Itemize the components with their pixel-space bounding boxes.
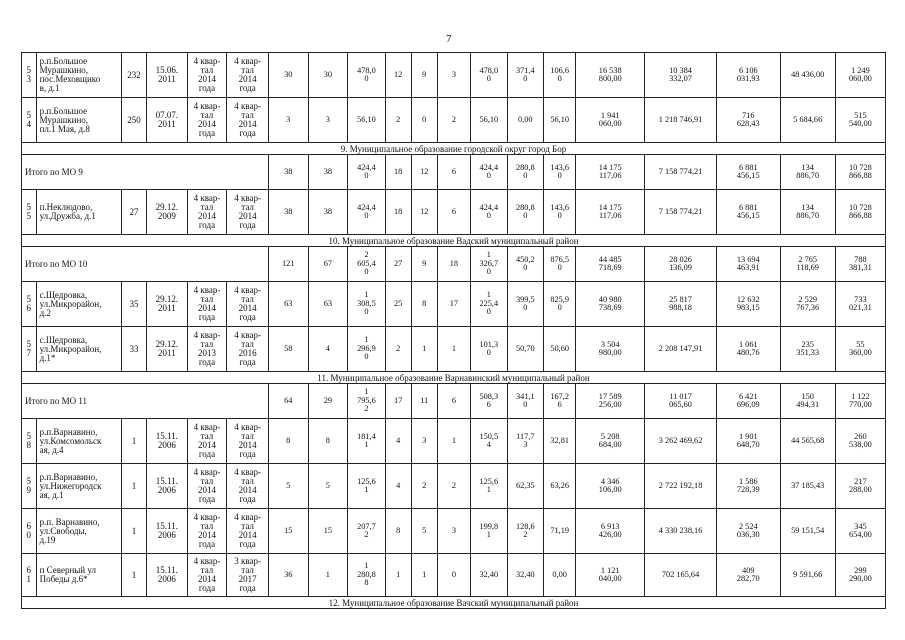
- cell-c18: 409 282,70: [717, 554, 781, 597]
- cell-c14: 280,8 0: [507, 190, 543, 235]
- cell-c18: 13 694 463,91: [717, 247, 781, 282]
- cell-c8: 67: [308, 247, 348, 282]
- cell-c14: 371,4 0: [507, 53, 543, 98]
- cell-c20: 515 540,00: [835, 98, 885, 143]
- cell-c15: 63,26: [544, 464, 576, 509]
- cell-c8: 3: [308, 98, 348, 143]
- address-cell: с.Щедровка, ул.Микрорайон, д.2: [36, 282, 121, 327]
- cell-c17: 11 017 065,60: [645, 384, 717, 419]
- plan-end-cell: 3 квар- тал 2017 года: [227, 554, 269, 597]
- cell-c16: 14 175 117,06: [576, 155, 645, 190]
- cell-c17: 2 208 147,91: [645, 327, 717, 372]
- document-number-cell: 33: [122, 327, 147, 372]
- cell-c9: 1 296,9 0: [348, 327, 386, 372]
- plan-start-cell: 4 квар- тал 2014 года: [187, 419, 227, 464]
- cell-c19: 134 886,70: [780, 190, 835, 235]
- date-cell: 29.12. 2011: [147, 282, 188, 327]
- plan-end-cell: 4 квар- тал 2016 года: [227, 327, 269, 372]
- cell-c18: 6 881 456,15: [717, 190, 781, 235]
- cell-c14: 117,7 3: [507, 419, 543, 464]
- cell-c16: 44 485 718,69: [576, 247, 645, 282]
- plan-end-cell: 4 квар- тал 2014 года: [227, 282, 269, 327]
- address-cell: п.Неклюдово, ул.Дружба, д.1: [36, 190, 121, 235]
- plan-start-cell: 4 квар- тал 2014 года: [187, 98, 227, 143]
- document-number-cell: 35: [122, 282, 147, 327]
- cell-c7: 5: [268, 464, 308, 509]
- cell-c8: 5: [308, 464, 348, 509]
- row-number: 5 4: [22, 98, 37, 143]
- cell-c17: 7 158 774,21: [645, 190, 717, 235]
- cell-c20: 299 290,00: [835, 554, 885, 597]
- page-number: 7: [446, 33, 452, 45]
- cell-c13: 1 326,7 0: [471, 247, 507, 282]
- cell-c20: 10 728 866,88: [835, 190, 885, 235]
- cell-c7: 63: [268, 282, 308, 327]
- cell-c15: 167,2 6: [544, 384, 576, 419]
- subtotal-row: [22, 384, 886, 419]
- cell-c19: 44 565,68: [780, 419, 835, 464]
- row-number: 5 5: [22, 190, 37, 235]
- plan-end-cell: 4 квар- тал 2014 года: [227, 419, 269, 464]
- cell-c20: 345 654,00: [835, 509, 885, 554]
- cell-c18: 1 901 648,70: [717, 419, 781, 464]
- cell-c15: 143,6 0: [544, 155, 576, 190]
- cell-c8: 29: [308, 384, 348, 419]
- table-row: [22, 419, 886, 464]
- section-title: 9. Муниципальное образование городской округ город Бор: [22, 143, 886, 155]
- cell-c19: 2 765 118,69: [780, 247, 835, 282]
- cell-c19: 150 494,31: [780, 384, 835, 419]
- cell-c10: 18: [385, 155, 411, 190]
- plan-end-cell: 4 квар- тал 2014 года: [227, 190, 269, 235]
- cell-c10: 17: [385, 384, 411, 419]
- document-number-cell: 27: [122, 190, 147, 235]
- cell-c8: 38: [308, 190, 348, 235]
- cell-c20: 260 538,00: [835, 419, 885, 464]
- cell-c16: 17 589 256,00: [576, 384, 645, 419]
- plan-end-cell: 4 квар- тал 2014 года: [227, 53, 269, 98]
- cell-c20: 788 381,31: [835, 247, 885, 282]
- cell-c11: 1: [411, 554, 437, 597]
- date-cell: 07.07. 2011: [147, 98, 188, 143]
- cell-c14: 280,8 0: [507, 155, 543, 190]
- cell-c20: 10 728 866,88: [835, 155, 885, 190]
- cell-c14: 450,2 0: [507, 247, 543, 282]
- cell-c7: 36: [268, 554, 308, 597]
- cell-c17: 3 262 469,62: [645, 419, 717, 464]
- cell-c7: 121: [268, 247, 308, 282]
- cell-c15: 56,10: [544, 98, 576, 143]
- cell-c18: 12 632 983,15: [717, 282, 781, 327]
- address-cell: п Северный ул Победы д.6*: [36, 554, 121, 597]
- cell-c11: 3: [411, 419, 437, 464]
- cell-c18: 1 061 480,76: [717, 327, 781, 372]
- cell-c15: 106,6 0: [544, 53, 576, 98]
- date-cell: 15.11. 2006: [147, 509, 188, 554]
- cell-c14: 62,35: [507, 464, 543, 509]
- cell-c16: 40 980 738,69: [576, 282, 645, 327]
- cell-c11: 9: [411, 53, 437, 98]
- cell-c14: 128,6 2: [507, 509, 543, 554]
- row-number: 5 8: [22, 419, 37, 464]
- document-number-cell: 250: [122, 98, 147, 143]
- cell-c15: 0,00: [544, 554, 576, 597]
- section-header-row: [22, 597, 886, 609]
- row-number: 5 3: [22, 53, 37, 98]
- row-number: 6 0: [22, 509, 37, 554]
- cell-c17: 25 817 988,18: [645, 282, 717, 327]
- date-cell: 29.12. 2009: [147, 190, 188, 235]
- cell-c7: 15: [268, 509, 308, 554]
- cell-c9: 424,4 0: [348, 190, 386, 235]
- cell-c11: 8: [411, 282, 437, 327]
- plan-end-cell: 4 квар- тал 2014 года: [227, 98, 269, 143]
- cell-c18: 6 881 456,15: [717, 155, 781, 190]
- cell-c19: 134 886,70: [780, 155, 835, 190]
- cell-c12: 17: [437, 282, 470, 327]
- cell-c11: 0: [411, 98, 437, 143]
- cell-c10: 4: [385, 419, 411, 464]
- table-row: [22, 464, 886, 509]
- document-number-cell: 1: [122, 464, 147, 509]
- section-title: 11. Муниципальное образование Варнавинский муниципальный район: [22, 372, 886, 384]
- cell-c19: 5 684,66: [780, 98, 835, 143]
- table-row: [22, 282, 886, 327]
- cell-c17: 4 330 238,16: [645, 509, 717, 554]
- cell-c12: 6: [437, 190, 470, 235]
- document-number-cell: 232: [122, 53, 147, 98]
- document-number-cell: 1: [122, 554, 147, 597]
- plan-start-cell: 4 квар- тал 2014 года: [187, 53, 227, 98]
- cell-c10: 27: [385, 247, 411, 282]
- cell-c16: 4 346 106,00: [576, 464, 645, 509]
- table-row: [22, 53, 886, 98]
- cell-c11: 11: [411, 384, 437, 419]
- cell-c14: 50,70: [507, 327, 543, 372]
- address-cell: р.п.Большое Мурашкино, пл.1 Мая, д.8: [36, 98, 121, 143]
- cell-c7: 30: [268, 53, 308, 98]
- cell-c9: 1 280,8 8: [348, 554, 386, 597]
- cell-c17: 10 384 332,07: [645, 53, 717, 98]
- address-cell: р.п.Варнавино, ул.Комсомольск ая, д.4: [36, 419, 121, 464]
- cell-c17: 7 158 774,21: [645, 155, 717, 190]
- plan-start-cell: 4 квар- тал 2014 года: [187, 190, 227, 235]
- cell-c12: 0: [437, 554, 470, 597]
- cell-c9: 125,6 1: [348, 464, 386, 509]
- cell-c19: 9 591,66: [780, 554, 835, 597]
- housing-registry-table: [21, 52, 886, 609]
- section-header-row: [22, 143, 886, 155]
- date-cell: 15.11. 2006: [147, 554, 188, 597]
- subtotal-label: Итого по МО 10: [22, 247, 269, 282]
- cell-c10: 25: [385, 282, 411, 327]
- table-row: [22, 509, 886, 554]
- subtotal-label: Итого по МО 9: [22, 155, 269, 190]
- cell-c8: 1: [308, 554, 348, 597]
- cell-c7: 3: [268, 98, 308, 143]
- date-cell: 29.12. 2011: [147, 327, 188, 372]
- row-number: 6 1: [22, 554, 37, 597]
- cell-c13: 125,6 1: [471, 464, 507, 509]
- plan-end-cell: 4 квар- тал 2014 года: [227, 464, 269, 509]
- cell-c13: 101,3 0: [471, 327, 507, 372]
- cell-c9: 207,7 2: [348, 509, 386, 554]
- cell-c13: 1 225,4 0: [471, 282, 507, 327]
- cell-c12: 2: [437, 98, 470, 143]
- cell-c11: 9: [411, 247, 437, 282]
- cell-c8: 38: [308, 155, 348, 190]
- address-cell: р.п.Варнавино, ул.Нижегородск ая, д.1: [36, 464, 121, 509]
- cell-c12: 3: [437, 53, 470, 98]
- table-row: [22, 554, 886, 597]
- cell-c13: 424,4 0: [471, 155, 507, 190]
- cell-c12: 6: [437, 155, 470, 190]
- cell-c15: 71,19: [544, 509, 576, 554]
- cell-c13: 478,0 0: [471, 53, 507, 98]
- cell-c18: 1 586 728,39: [717, 464, 781, 509]
- cell-c16: 3 504 980,00: [576, 327, 645, 372]
- cell-c16: 1 941 060,00: [576, 98, 645, 143]
- cell-c9: 1 795,6 2: [348, 384, 386, 419]
- cell-c10: 12: [385, 53, 411, 98]
- cell-c9: 1 308,5 0: [348, 282, 386, 327]
- subtotal-row: [22, 155, 886, 190]
- cell-c19: 48 436,00: [780, 53, 835, 98]
- cell-c14: 32,40: [507, 554, 543, 597]
- cell-c16: 1 121 040,00: [576, 554, 645, 597]
- section-title: 12. Муниципальное образование Вачский муниципальный район: [22, 597, 886, 609]
- table-row: [22, 190, 886, 235]
- cell-c11: 5: [411, 509, 437, 554]
- subtotal-row: [22, 247, 886, 282]
- cell-c19: 235 351,33: [780, 327, 835, 372]
- cell-c13: 150,5 4: [471, 419, 507, 464]
- cell-c16: 5 208 684,00: [576, 419, 645, 464]
- plan-start-cell: 4 квар- тал 2014 года: [187, 554, 227, 597]
- date-cell: 15.11. 2006: [147, 464, 188, 509]
- plan-start-cell: 4 квар- тал 2013 года: [187, 327, 227, 372]
- cell-c7: 38: [268, 155, 308, 190]
- cell-c7: 64: [268, 384, 308, 419]
- document-number-cell: 1: [122, 509, 147, 554]
- cell-c14: 0,00: [507, 98, 543, 143]
- cell-c19: 2 529 767,36: [780, 282, 835, 327]
- cell-c15: 50,60: [544, 327, 576, 372]
- cell-c17: 1 218 746,91: [645, 98, 717, 143]
- cell-c10: 2: [385, 98, 411, 143]
- cell-c17: 702 165,64: [645, 554, 717, 597]
- cell-c18: 716 628,43: [717, 98, 781, 143]
- cell-c15: 825,9 0: [544, 282, 576, 327]
- cell-c14: 341,1 0: [507, 384, 543, 419]
- date-cell: 15.11. 2006: [147, 419, 188, 464]
- cell-c16: 16 538 800,00: [576, 53, 645, 98]
- cell-c16: 6 913 426,00: [576, 509, 645, 554]
- cell-c20: 733 021,31: [835, 282, 885, 327]
- cell-c11: 12: [411, 155, 437, 190]
- cell-c8: 4: [308, 327, 348, 372]
- cell-c9: 181,4 1: [348, 419, 386, 464]
- cell-c13: 424,4 0: [471, 190, 507, 235]
- cell-c11: 2: [411, 464, 437, 509]
- cell-c9: 56,10: [348, 98, 386, 143]
- plan-start-cell: 4 квар- тал 2014 года: [187, 464, 227, 509]
- cell-c14: 399,5 0: [507, 282, 543, 327]
- cell-c8: 30: [308, 53, 348, 98]
- table-row: [22, 327, 886, 372]
- cell-c12: 1: [437, 327, 470, 372]
- cell-c13: 56,10: [471, 98, 507, 143]
- address-cell: р.п. Варнавино, ул.Свободы, д.19: [36, 509, 121, 554]
- cell-c9: 424,4 0: [348, 155, 386, 190]
- document-number-cell: 1: [122, 419, 147, 464]
- cell-c15: 876,5 0: [544, 247, 576, 282]
- cell-c7: 38: [268, 190, 308, 235]
- cell-c12: 2: [437, 464, 470, 509]
- cell-c12: 6: [437, 384, 470, 419]
- address-cell: р.п.Большое Мурашкино, пос.Меховщико в, д.1: [36, 53, 121, 98]
- cell-c15: 143,6 0: [544, 190, 576, 235]
- cell-c17: 28 026 136,09: [645, 247, 717, 282]
- cell-c8: 8: [308, 419, 348, 464]
- cell-c16: 14 175 117,06: [576, 190, 645, 235]
- cell-c17: 2 722 192,18: [645, 464, 717, 509]
- row-number: 5 6: [22, 282, 37, 327]
- section-header-row: [22, 235, 886, 247]
- cell-c9: 478,0 0: [348, 53, 386, 98]
- cell-c9: 2 605,4 0: [348, 247, 386, 282]
- plan-start-cell: 4 квар- тал 2014 года: [187, 282, 227, 327]
- cell-c18: 6 106 031,93: [717, 53, 781, 98]
- address-cell: с.Щедровка, ул.Микрорайон, д.1*: [36, 327, 121, 372]
- cell-c19: 59 151,54: [780, 509, 835, 554]
- date-cell: 15.06. 2011: [147, 53, 188, 98]
- cell-c10: 4: [385, 464, 411, 509]
- cell-c13: 199,8 1: [471, 509, 507, 554]
- section-title: 10. Муниципальное образование Вадский муниципальный район: [22, 235, 886, 247]
- cell-c10: 18: [385, 190, 411, 235]
- cell-c8: 63: [308, 282, 348, 327]
- cell-c7: 8: [268, 419, 308, 464]
- cell-c12: 3: [437, 509, 470, 554]
- row-number: 5 7: [22, 327, 37, 372]
- cell-c12: 18: [437, 247, 470, 282]
- cell-c20: 217 288,00: [835, 464, 885, 509]
- cell-c20: 55 360,00: [835, 327, 885, 372]
- cell-c20: 1 122 770,00: [835, 384, 885, 419]
- cell-c20: 1 249 060,00: [835, 53, 885, 98]
- cell-c10: 2: [385, 327, 411, 372]
- subtotal-label: Итого по МО 11: [22, 384, 269, 419]
- cell-c7: 58: [268, 327, 308, 372]
- cell-c18: 6 421 696,09: [717, 384, 781, 419]
- cell-c18: 2 524 036,30: [717, 509, 781, 554]
- cell-c15: 32,81: [544, 419, 576, 464]
- cell-c10: 1: [385, 554, 411, 597]
- cell-c10: 8: [385, 509, 411, 554]
- cell-c12: 1: [437, 419, 470, 464]
- row-number: 5 9: [22, 464, 37, 509]
- cell-c11: 1: [411, 327, 437, 372]
- table-row: [22, 98, 886, 143]
- plan-end-cell: 4 квар- тал 2014 года: [227, 509, 269, 554]
- section-header-row: [22, 372, 886, 384]
- plan-start-cell: 4 квар- тал 2014 года: [187, 509, 227, 554]
- cell-c8: 15: [308, 509, 348, 554]
- cell-c13: 508,3 6: [471, 384, 507, 419]
- cell-c11: 12: [411, 190, 437, 235]
- cell-c13: 32,40: [471, 554, 507, 597]
- cell-c19: 37 185,43: [780, 464, 835, 509]
